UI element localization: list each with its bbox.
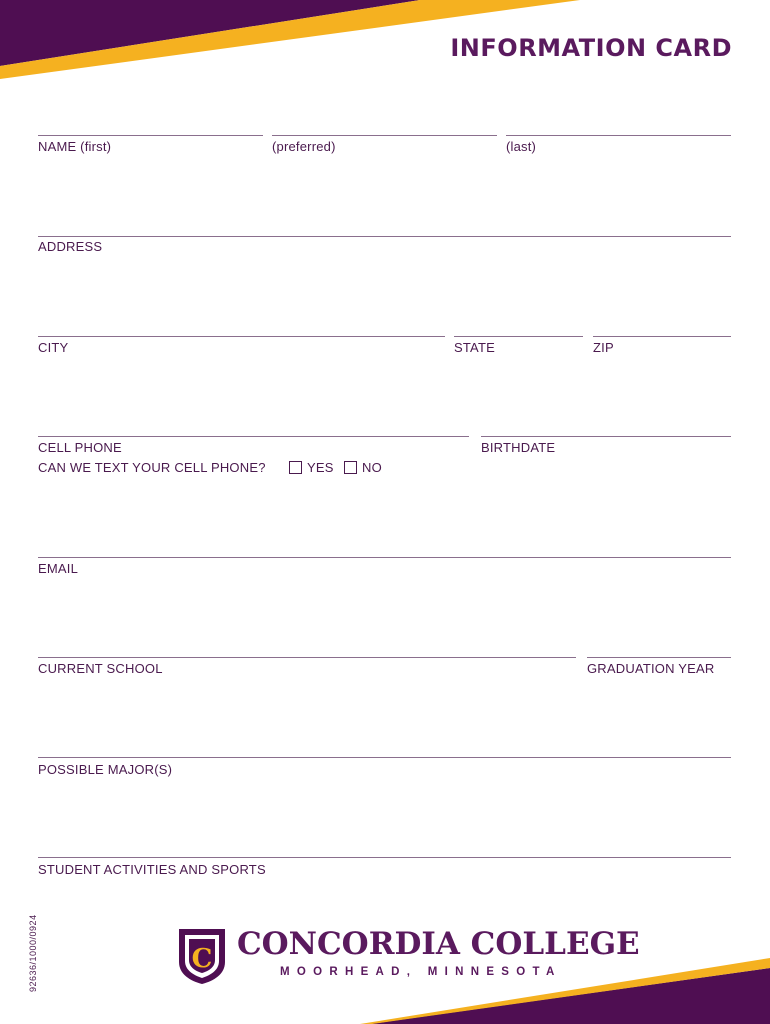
activities-label: STUDENT ACTIVITIES AND SPORTS [38,862,266,877]
activities-line[interactable] [38,857,731,858]
name-last-line[interactable] [506,135,731,136]
form-code: 92636/1000/0924 [28,914,38,992]
current-school-line[interactable] [38,657,576,658]
shield-letter: C [191,944,213,974]
name-first-label: NAME (first) [38,139,112,154]
address-label: ADDRESS [38,239,103,254]
state-line[interactable] [454,336,583,337]
email-label: EMAIL [38,561,79,576]
address-line[interactable] [38,236,731,237]
state-label: STATE [454,340,495,355]
birthdate-label: BIRTHDATE [481,440,556,455]
possible-majors-label: POSSIBLE MAJOR(S) [38,762,173,777]
yes-label: YES [307,460,334,475]
city-label: CITY [38,340,69,355]
name-preferred-line[interactable] [272,135,497,136]
no-checkbox[interactable] [344,461,357,474]
name-last-label: (last) [506,139,537,154]
name-first-line[interactable] [38,135,263,136]
yes-checkbox[interactable] [289,461,302,474]
graduation-year-line[interactable] [587,657,731,658]
zip-label: ZIP [593,340,614,355]
cell-phone-line[interactable] [38,436,469,437]
name-preferred-label: (preferred) [272,139,336,154]
college-name: CONCORDIA COLLEGE [237,926,640,962]
possible-majors-line[interactable] [38,757,731,758]
college-shield-icon [176,926,228,986]
email-line[interactable] [38,557,731,558]
cell-phone-label: CELL PHONE [38,440,122,455]
graduation-year-label: GRADUATION YEAR [587,661,715,676]
no-label: NO [362,460,382,475]
zip-line[interactable] [593,336,731,337]
current-school-label: CURRENT SCHOOL [38,661,163,676]
college-location: MOORHEAD, MINNESOTA [280,966,562,978]
city-line[interactable] [38,336,445,337]
text-question: CAN WE TEXT YOUR CELL PHONE? [38,460,266,475]
birthdate-line[interactable] [481,436,731,437]
page-title: INFORMATION CARD [450,34,732,62]
